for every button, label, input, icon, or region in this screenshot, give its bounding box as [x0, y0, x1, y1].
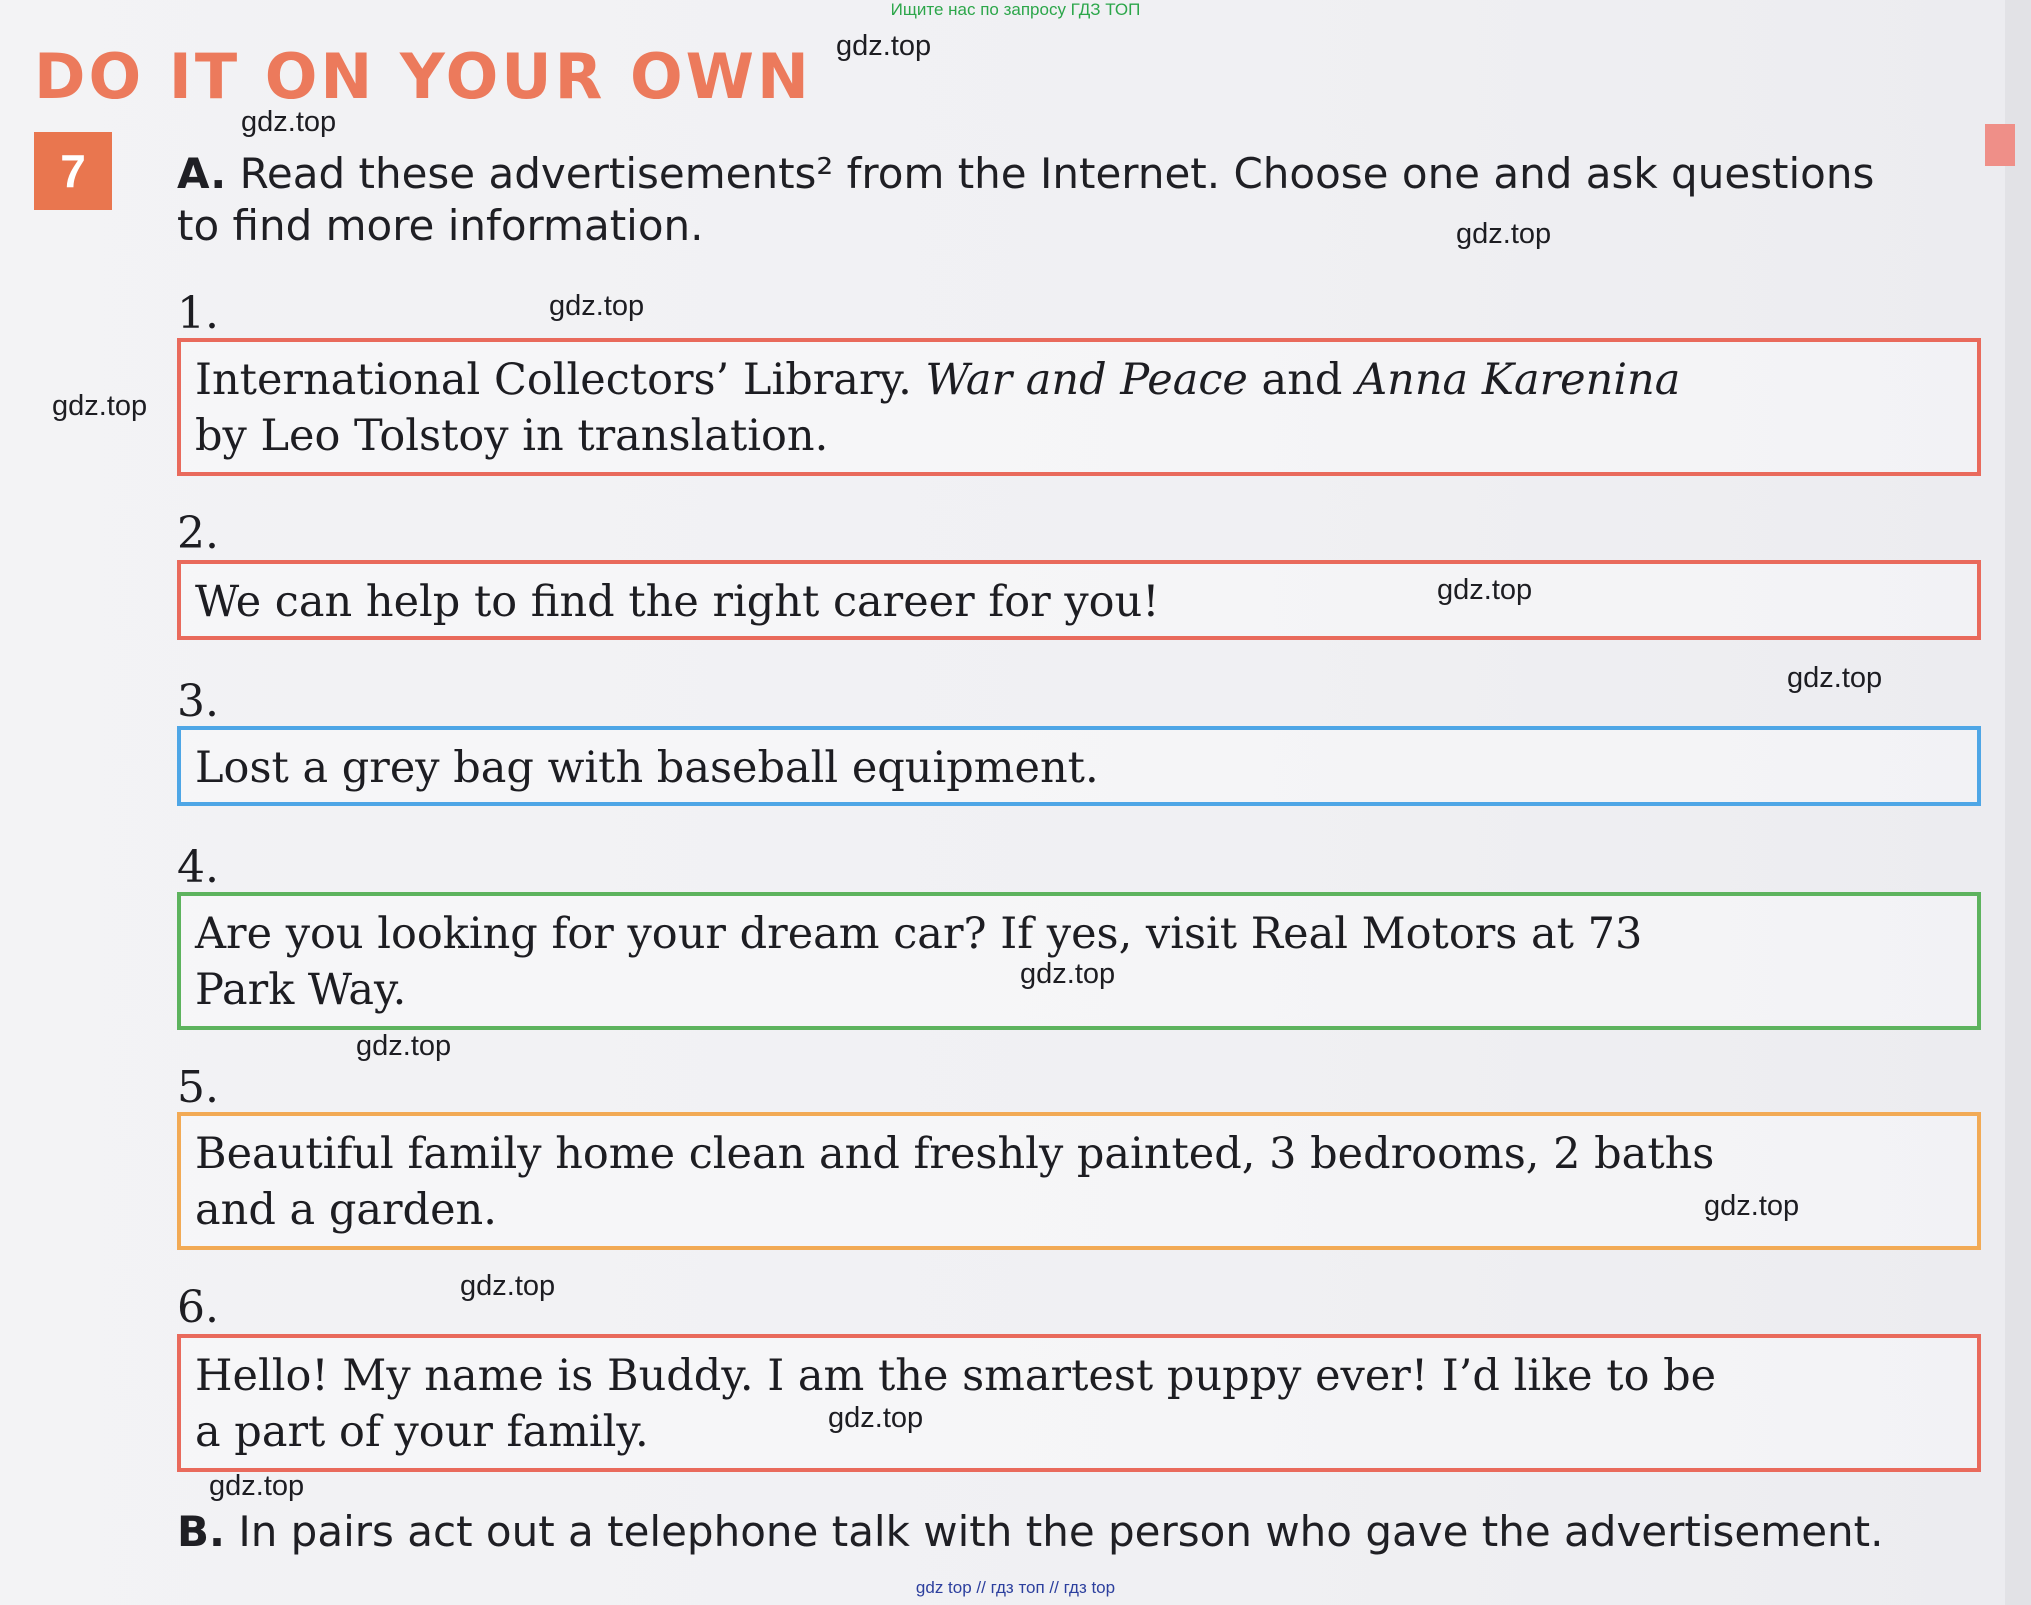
watermark: gdz.top — [52, 390, 148, 422]
part-a-instruction-line1 — [177, 148, 1987, 200]
page-tab-marker — [1985, 124, 2015, 166]
part-b-instruction — [177, 1506, 1883, 1558]
ad-box-2 — [177, 560, 1981, 640]
ad-box-3 — [177, 726, 1981, 806]
watermark: gdz.top — [836, 30, 932, 62]
section-heading: DO IT ON YOUR OWN — [34, 40, 812, 113]
watermark: gdz.top — [241, 106, 337, 138]
watermark: gdz.top — [1020, 958, 1116, 990]
ad-number-3: 3. — [177, 676, 219, 727]
ad-3-text: Lost a grey bag with baseball equipment. — [195, 743, 1099, 793]
top-banner-note: Ищите нас по запросу ГДЗ ТОП — [890, 0, 1141, 19]
book-title-anna-karenina: Anna Karenina — [1356, 355, 1681, 405]
bottom-footer-note: gdz top // гдз топ // гдз top — [915, 1578, 1116, 1597]
part-a-text-line1: Read these advertisements² from the Internet. Choose one and ask questions — [239, 149, 1875, 198]
ad-5-line1: Beautiful family home clean and freshly painted, 3 bedrooms, 2 baths — [195, 1129, 1715, 1179]
ad-number-5: 5. — [177, 1062, 219, 1113]
part-a-text-line2: to find more information. — [177, 201, 704, 250]
ad-4-line2: Park Way. — [195, 965, 407, 1015]
watermark: gdz.top — [1704, 1190, 1800, 1222]
watermark: gdz.top — [549, 290, 645, 322]
page-edge — [2005, 0, 2031, 1605]
watermark: gdz.top — [356, 1030, 452, 1062]
ad-6-line2: a part of your family. — [195, 1407, 649, 1457]
ad-6-line1: Hello! My name is Buddy. I am the smartest puppy ever! I’d like to be — [195, 1351, 1717, 1401]
book-title-war-and-peace: War and Peace — [925, 355, 1248, 405]
part-b-label: B. — [177, 1507, 225, 1556]
ad-5-line2: and a garden. — [195, 1185, 497, 1235]
ad-4-line1: Are you looking for your dream car? If yes, visit Real Motors at 73 — [195, 909, 1643, 959]
part-a-label: A. — [177, 149, 227, 198]
ad-box-1 — [177, 338, 1981, 476]
ad-number-6: 6. — [177, 1282, 219, 1333]
ad-2-text: We can help to find the right career for you! — [195, 577, 1160, 627]
ad-number-1: 1. — [177, 288, 219, 339]
ad-box-5 — [177, 1112, 1981, 1250]
ad-1-line1: International Collectors’ Library. War and Peace and Anna Karenina — [195, 355, 1681, 405]
exercise-number-badge: 7 — [34, 132, 112, 210]
ad-number-2: 2. — [177, 508, 219, 559]
ad-box-6 — [177, 1334, 1981, 1472]
watermark: gdz.top — [460, 1270, 556, 1302]
watermark: gdz.top — [209, 1470, 305, 1502]
part-b-text: In pairs act out a telephone talk with the person who gave the advertisement. — [238, 1507, 1884, 1556]
ad-1-line2: by Leo Tolstoy in translation. — [195, 411, 829, 461]
watermark: gdz.top — [1437, 574, 1533, 606]
watermark: gdz.top — [828, 1402, 924, 1434]
watermark: gdz.top — [1787, 662, 1883, 694]
ad-number-4: 4. — [177, 842, 219, 893]
watermark: gdz.top — [1456, 218, 1552, 250]
